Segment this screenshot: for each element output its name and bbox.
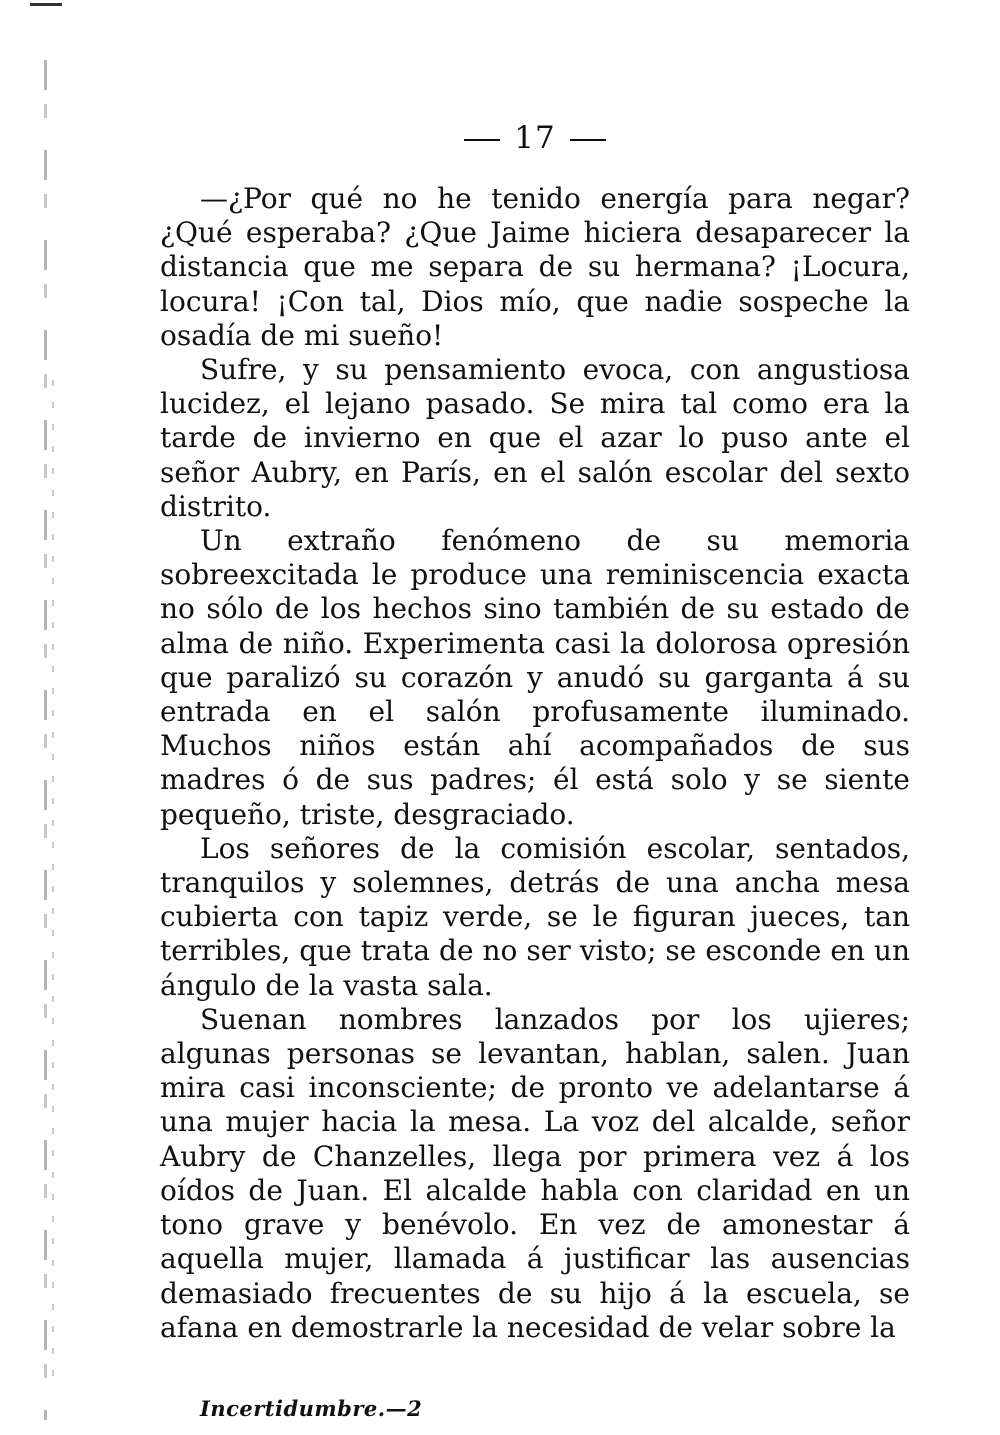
paragraph-3: Un extraño fenómeno de su memoria sobreexcitada le produce una reminiscencia exacta no sólo de los hechos sino también de su estado de alma de niño. Experimenta casi la dolorosa opresión que paralizó su corazón y anudó su garganta á su entrada en el salón profusamente iluminado. Muchos niños están ahí acompañados de sus madres ó de sus padres; él está solo y se siente pequeño, triste, desgraciado. <box>160 524 910 831</box>
paragraph-5: Suenan nombres lanzados por los ujieres; algunas personas se levantan, hablan, salen. Juan mira casi inconsciente; de pronto ve adelantarse á una mujer hacia la mesa. La voz del alcalde, señor Aubry de Chanzelles, llega por primera vez á los oídos de Juan. El alcalde habla con claridad en un tono grave y benévolo. En vez de amonestar á aquella mujer, llamada á justificar las ausencias demasiado frecuentes de su hijo á la escuela, se afana en demostrarle la necesidad de velar sobre la <box>160 1002 910 1344</box>
paragraph-4: Los señores de la comisión escolar, sentados, tranquilos y solemnes, detrás de una ancha mesa cubierta con tapiz verde, se le figuran jueces, tan terribles, que trata de no ser visto; se esconde en un ángulo de la vasta sala. <box>160 831 910 1002</box>
page-number: 17 <box>514 120 556 156</box>
signature-mark: Incertidumbre.—2 <box>200 1396 423 1421</box>
body-text <box>160 182 910 1345</box>
paragraph-1: —¿Por qué no he tenido energía para negar? ¿Qué esperaba? ¿Que Jaime hiciera desaparecer la distancia que me separa de su hermana? ¡Locura, locura! ¡Con tal, Dios mío, que nadie sospeche la osadía de mi sueño! <box>160 182 910 352</box>
header-dash-right <box>570 139 606 141</box>
paragraph-2: Sufre, y su pensamiento evoca, con angustiosa lucidez, el lejano pasado. Se mira tal como era la tarde de invierno en que el azar lo puso ante el señor Aubry, en París, en el salón escolar del sexto distrito. <box>160 353 910 523</box>
scan-edge-artifact <box>44 60 47 1420</box>
scan-mark <box>30 3 62 6</box>
scan-edge-artifact-secondary <box>52 380 54 1380</box>
page-header <box>160 120 910 156</box>
header-dash-left <box>464 139 500 141</box>
